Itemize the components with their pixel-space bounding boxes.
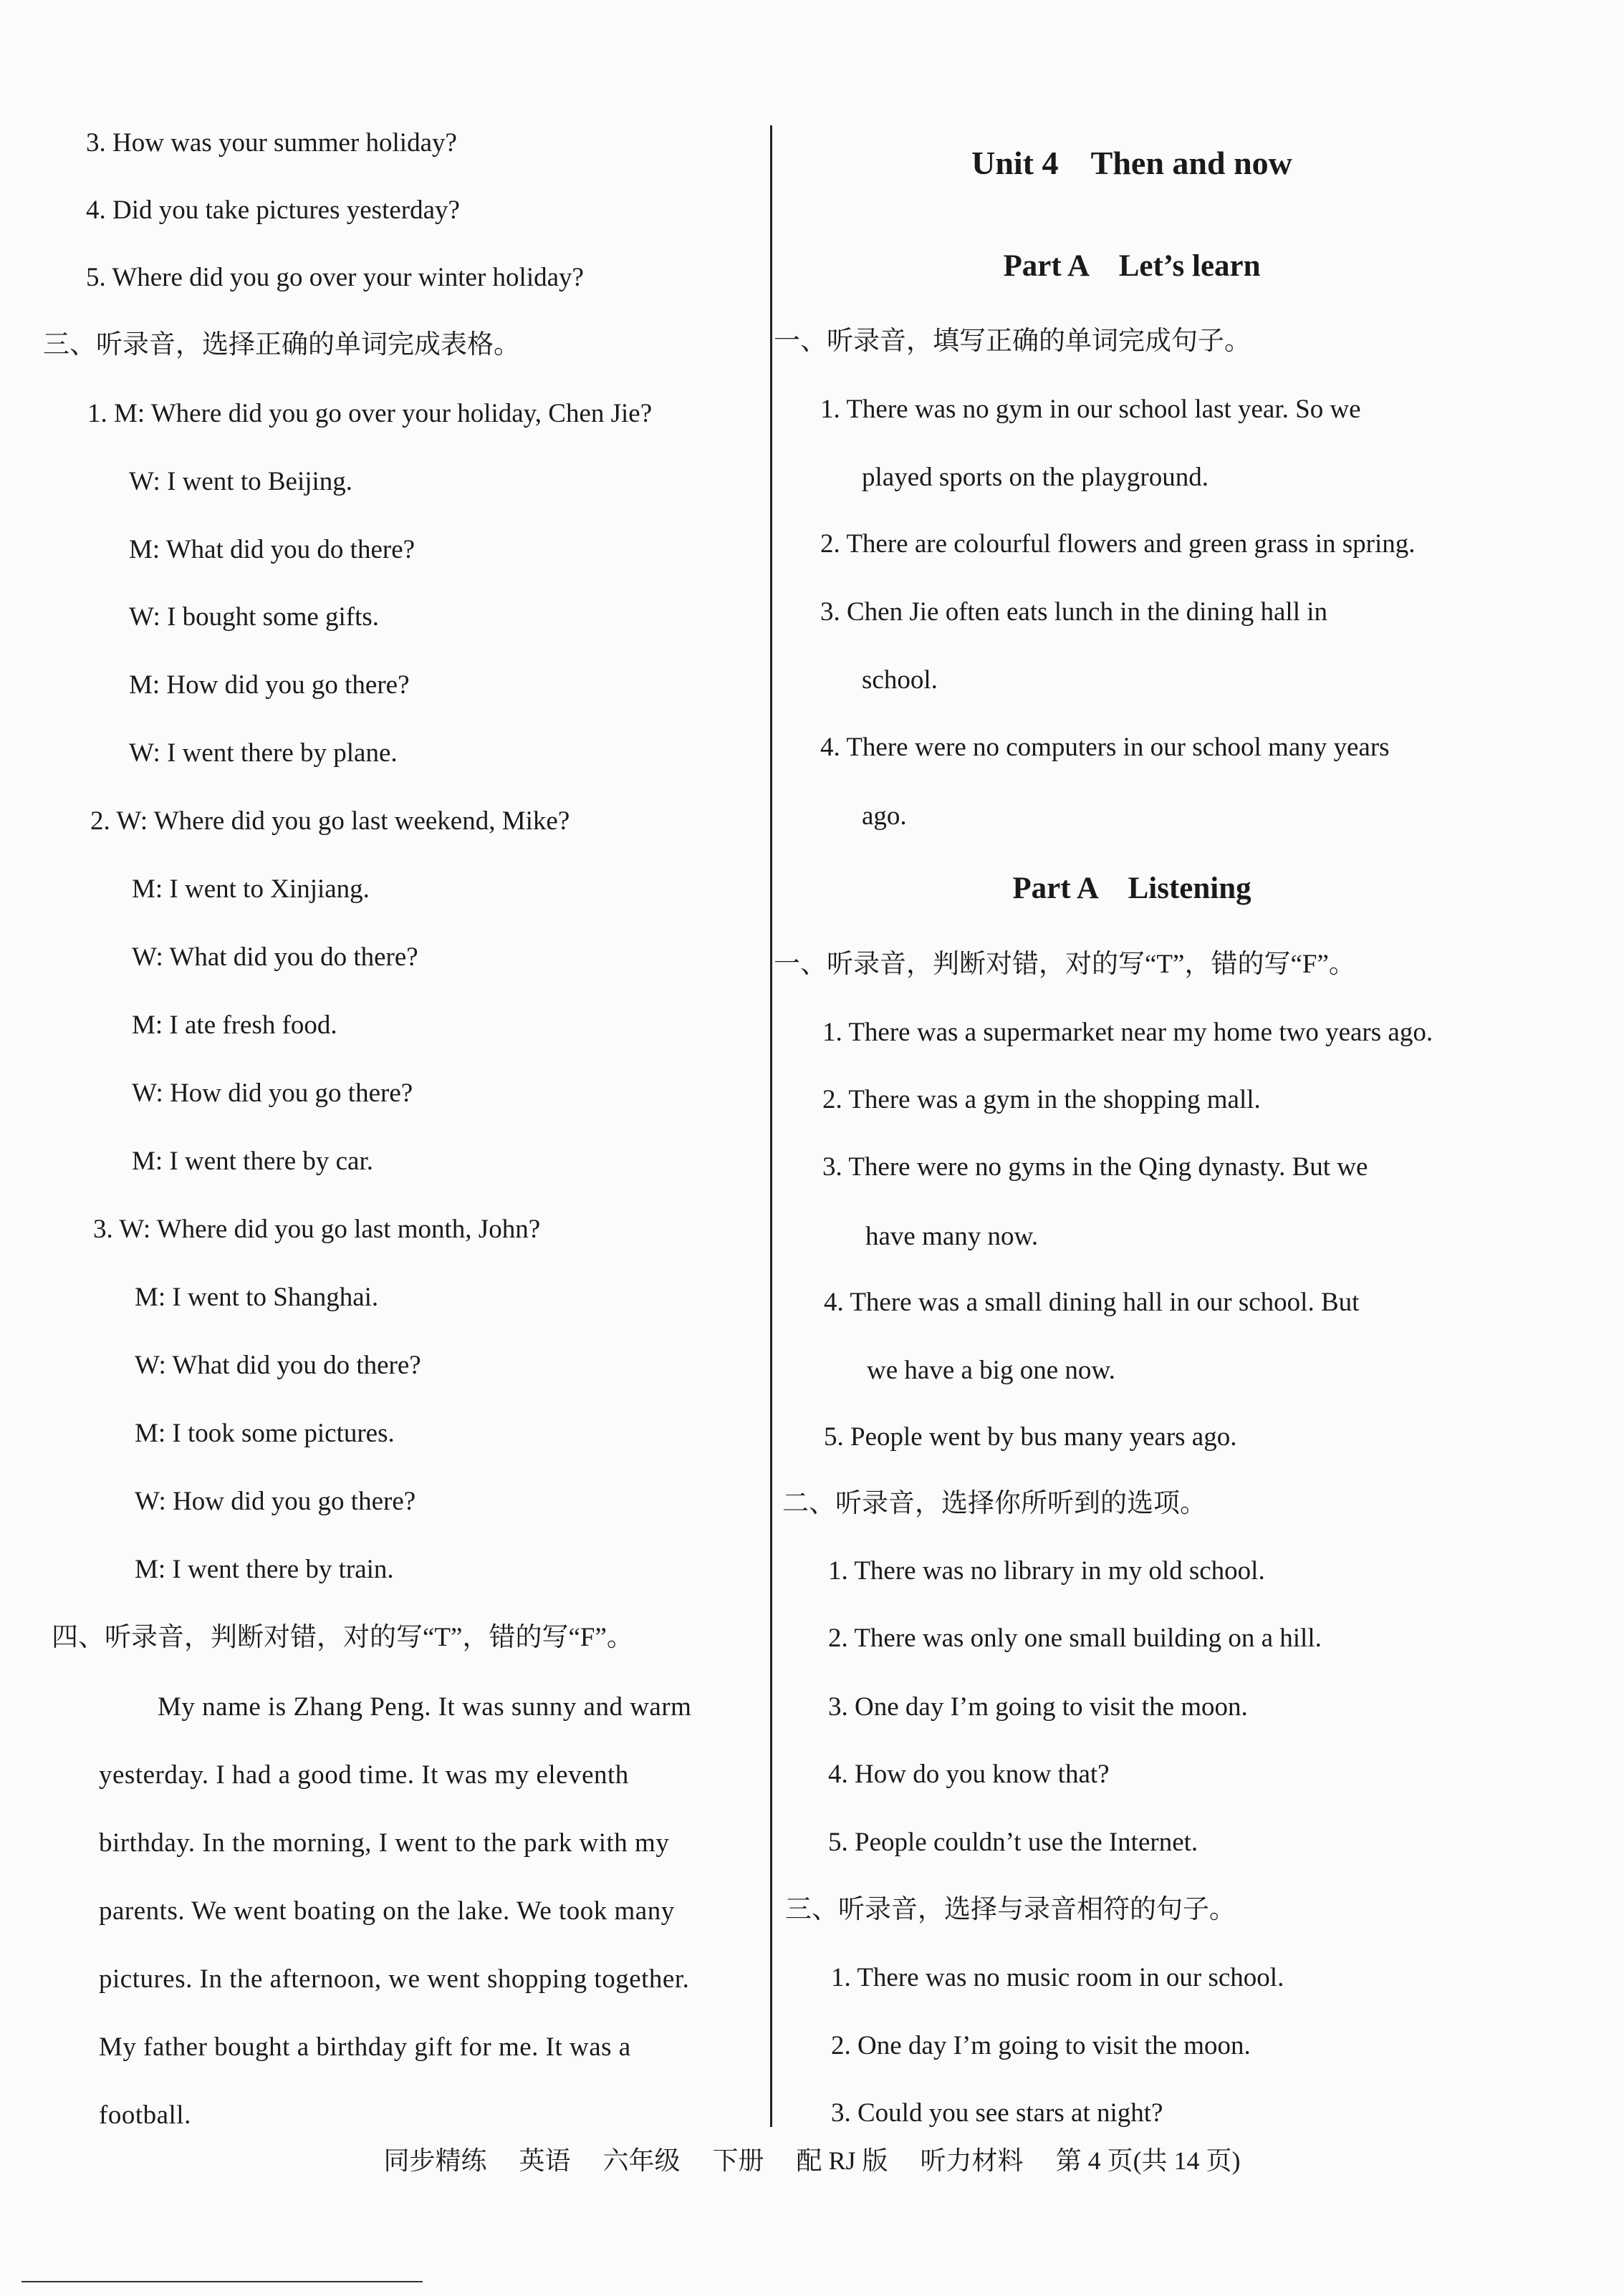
dialogue-line: M: I took some pictures. (135, 1419, 395, 1448)
question-line: ago. (862, 801, 907, 831)
question-line: 2. There was only one small building on a hill. (828, 1624, 1322, 1653)
question-line: we have a big one now. (867, 1356, 1115, 1385)
passage-line: birthday. In the morning, I went to the park with my (99, 1828, 670, 1858)
dialogue-line: M: I went to Shanghai. (135, 1283, 379, 1312)
section-heading: 三、听录音，选择正确的单词完成表格。 (43, 330, 520, 360)
dialogue-line: M: I went to Xinjiang. (132, 874, 370, 904)
question-line: 5. People went by bus many years ago. (824, 1422, 1237, 1452)
question-line: played sports on the playground. (862, 463, 1209, 492)
question-line: 4. There were no computers in our school many years (820, 733, 1390, 762)
question-line: 3. One day I’m going to visit the moon. (828, 1692, 1248, 1722)
column-divider (770, 125, 772, 2127)
question-line: 3. There were no gyms in the Qing dynasty. But we (822, 1152, 1368, 1182)
dialogue-line: W: How did you go there? (135, 1487, 416, 1516)
section-heading: 三、听录音，选择与录音相符的句子。 (785, 1895, 1236, 1924)
footer-book: 同步精练 (383, 2146, 487, 2175)
question-line: 5. Where did you go over your winter holiday? (86, 263, 584, 292)
page-footer (0, 2145, 1624, 2176)
dialogue-line: 3. W: Where did you go last month, John? (93, 1215, 541, 1244)
dialogue-line: M: I ate fresh food. (132, 1010, 337, 1040)
section-heading: 二、听录音，选择你所听到的选项。 (782, 1489, 1206, 1518)
footer-volume: 下册 (712, 2146, 764, 2175)
question-line: 3. Chen Jie often eats lunch in the dining hall in (820, 597, 1328, 627)
passage-line: parents. We went boating on the lake. We took many (99, 1896, 675, 1926)
section-heading: 一、听录音，填写正确的单词完成句子。 (774, 327, 1251, 356)
section-heading: 四、听录音，判断对错，对的写“T”，错的写“F”。 (52, 1623, 633, 1652)
passage-line: pictures. In the afternoon, we went shopping together. (99, 1964, 690, 1994)
question-line: have many now. (865, 1222, 1039, 1251)
question-line: 2. There are colourful flowers and green grass in spring. (820, 529, 1416, 559)
dialogue-line: W: I bought some gifts. (129, 602, 380, 632)
dialogue-line: M: How did you go there? (129, 670, 410, 700)
question-line: 4. Did you take pictures yesterday? (86, 196, 460, 225)
dialogue-line: 2. W: Where did you go last weekend, Mike? (90, 806, 570, 836)
footer-material: 听力材料 (920, 2146, 1024, 2175)
footer-edition: 配 RJ 版 (796, 2146, 888, 2175)
question-line: 3. Could you see stars at night? (831, 2098, 1163, 2128)
footer-grade: 六年级 (602, 2146, 681, 2175)
question-line: school. (862, 665, 938, 695)
passage-line: My father bought a birthday gift for me. It was a (99, 2032, 631, 2062)
part-title: Part A Listening (1012, 872, 1251, 905)
question-line: 2. One day I’m going to visit the moon. (831, 2031, 1251, 2060)
question-line: 1. There was no library in my old school. (828, 1556, 1265, 1586)
dialogue-line: 1. M: Where did you go over your holiday, Chen Jie? (87, 399, 653, 428)
question-line: 4. There was a small dining hall in our school. But (824, 1288, 1360, 1317)
question-line: 1. There was no music room in our school. (831, 1963, 1284, 1992)
dialogue-line: W: I went there by plane. (129, 738, 398, 768)
dialogue-line: W: I went to Beijing. (129, 467, 353, 496)
dialogue-line: M: What did you do there? (129, 535, 415, 564)
question-line: 1. There was no gym in our school last year. So we (820, 395, 1361, 424)
dialogue-line: W: What did you do there? (135, 1351, 421, 1380)
section-heading: 一、听录音，判断对错，对的写“T”，错的写“F”。 (774, 950, 1355, 979)
question-line: 3. How was your summer holiday? (86, 128, 457, 158)
passage-line: football. (99, 2100, 191, 2130)
dialogue-line: M: I went there by train. (135, 1555, 394, 1584)
question-line: 4. How do you know that? (828, 1760, 1110, 1789)
footer-page-number: 第 4 页(共 14 页) (1055, 2146, 1241, 2175)
passage-line: yesterday. I had a good time. It was my eleventh (99, 1760, 629, 1790)
question-line: 5. People couldn’t use the Internet. (828, 1828, 1198, 1857)
dialogue-line: W: What did you do there? (132, 942, 418, 972)
bottom-rule (21, 2281, 423, 2282)
unit-title: Unit 4 Then and now (971, 145, 1292, 181)
question-line: 1. There was a supermarket near my home two years ago. (822, 1018, 1433, 1047)
part-title: Part A Let’s learn (1003, 249, 1261, 283)
dialogue-line: M: I went there by car. (132, 1147, 373, 1176)
footer-subject: 英语 (519, 2146, 571, 2175)
dialogue-line: W: How did you go there? (132, 1079, 413, 1108)
question-line: 2. There was a gym in the shopping mall. (822, 1085, 1261, 1114)
passage-line: My name is Zhang Peng. It was sunny and warm (158, 1692, 692, 1722)
